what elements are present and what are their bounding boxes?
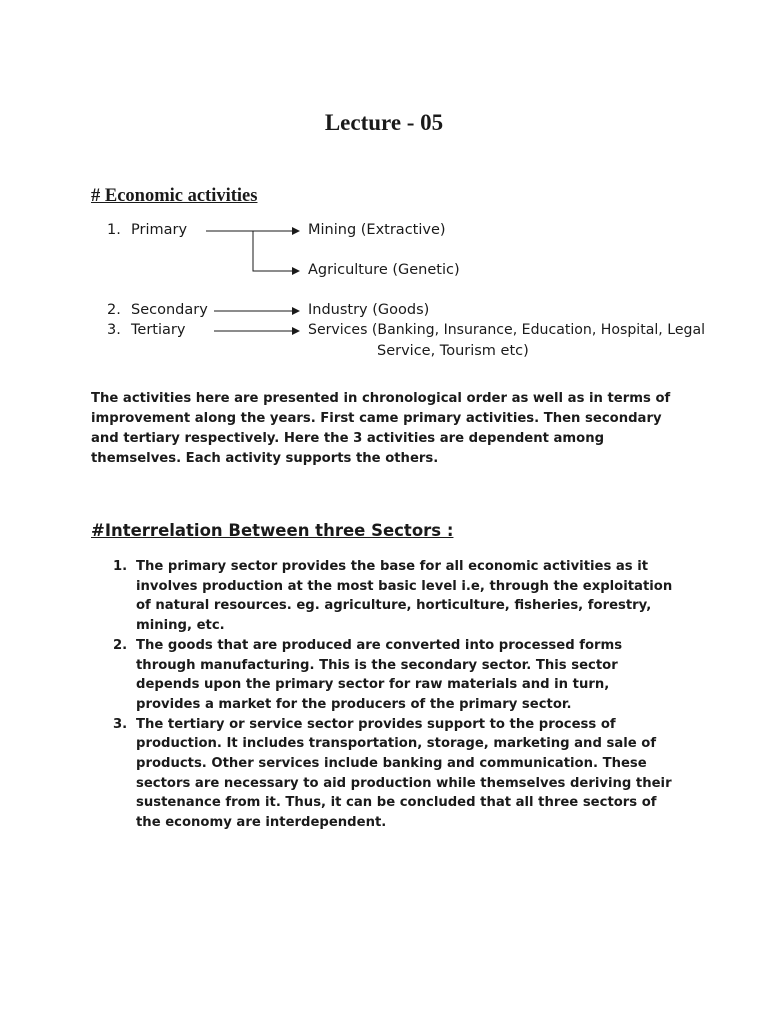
mining-target: Mining (Extractive) [308,222,446,238]
list-item-text: The goods that are produced are converted into processed forms through manufacturing. This is the secondary sector. This sector depends upon the primary sector for raw materials and in turn, provides a market for the producers of the primary sector. [136,637,623,712]
tertiary-label: Tertiary [131,322,186,338]
primary-label: Primary [131,222,188,238]
list-item [0,715,676,833]
list-item-number: 3. [113,716,128,732]
interrelation-heading: #Interrelation Between three Sectors : [91,521,454,540]
industry-target: Industry (Goods) [308,302,430,318]
services-target-line1: Services (Banking, Insurance, Education, Hospital, Legal [308,322,706,338]
lecture-title: Lecture - 05 [324,110,444,135]
services-target-line2: Service, Tourism etc) [377,343,529,359]
list-item-text: The tertiary or service sector provides support to the process of production. It includes transportation, storage, marketing and sale of products. Other services include banking and communication. These sectors are necessary to aid production while themselves deriving their sustenance from it. Thus, it can be concluded that all three sectors of the economy are interdependent. [136,716,672,831]
activities-paragraph: The activities here are presented in chronological order as well as in terms of improvement along the years. First came primary activities. Then secondary and tertiary respectively. Here the 3 activities are dependent among themselves. Each activity supports the others. [91,391,671,466]
agriculture-target: Agriculture (Genetic) [308,262,460,278]
secondary-label: Secondary [131,302,208,318]
primary-number: 1. [107,222,121,238]
secondary-number: 2. [107,302,121,318]
interrelation-list [0,557,676,833]
list-item-text: The primary sector provides the base for all economic activities as it involves production at the most basic level i.e, through the exploitation of natural resources. eg. agriculture, horticulture, fisheries, forestry, mining, etc. [136,559,673,634]
list-item-number: 1. [113,559,128,574]
tertiary-number: 3. [107,322,121,338]
arrow-primary-agriculture [253,231,299,271]
list-item [0,557,676,636]
list-item [0,636,676,715]
list-item-number: 2. [113,637,128,653]
economic-activities-heading: # Economic activities [91,186,258,206]
